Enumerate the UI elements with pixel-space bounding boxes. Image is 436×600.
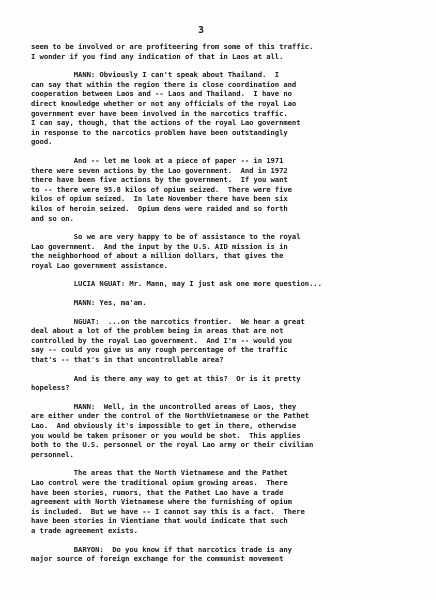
transcript-paragraph [31, 545, 423, 564]
text-line: BARYON: Do you know if that narcotics trade is any [31, 544, 292, 554]
text-line: is included. But we have -- I cannot say this is a fact. There [31, 506, 305, 516]
text-line: The areas that the North Vietnamese and the Pathet [31, 468, 288, 478]
text-line: both to the U.S. personnel or the royal Lao army or their civilian [31, 440, 314, 450]
text-line: to -- there were 95.8 kilos of opium seized. There were five [31, 184, 292, 194]
transcript-paragraph [31, 374, 423, 393]
text-line: cooperation between Laos and -- Laos and Thailand. I have no [31, 89, 292, 99]
transcript-paragraph [31, 317, 423, 365]
transcript-paragraph [31, 298, 423, 308]
text-line: MANN: Yes, ma'am. [31, 298, 147, 308]
transcript-paragraph [31, 468, 423, 535]
text-line: And -- let me look at a piece of paper -- in 1971 [31, 155, 284, 165]
text-line: there have been five actions by the government. If you want [31, 175, 288, 185]
transcript-paragraph [31, 70, 423, 147]
text-line: good. [31, 137, 53, 147]
text-line: the neighborhood of about a million dollars, that gives the [31, 251, 284, 261]
text-line: Lao government. And the input by the U.S. AID mission is in [31, 241, 288, 251]
transcript-body [31, 42, 423, 573]
text-line: NGUAT: ...on the narcotics frontier. We hear a great [31, 316, 305, 326]
text-line: LUCIA NGUAT: Mr. Mann, may I just ask one more question... [31, 279, 322, 289]
text-line: Lao control were the traditional opium growing areas. There [31, 477, 288, 487]
text-line: and so on. [31, 213, 74, 223]
text-line: say -- could you give us any rough percentage of the traffic [31, 345, 288, 355]
text-line: direct knowledge whether or not any officials of the royal Lao [31, 98, 297, 108]
text-line: MANN: Well, in the uncontrolled areas of Laos, they [31, 401, 297, 411]
transcript-paragraph [31, 279, 423, 289]
text-line: have been stories, rumors, that the Pathet Lao have a trade [31, 487, 284, 497]
text-line: that's -- that's in that uncontrollable area? [31, 355, 224, 365]
text-line: I wonder if you find any indication of that in Laos at all. [31, 51, 284, 61]
text-line: controlled by the royal Lao government. And I'm -- would you [31, 335, 292, 345]
text-line: kilos of heroin seized. Opium dens were raided and so forth [31, 203, 288, 213]
text-line: government ever have been involved in the narcotics traffic. [31, 108, 288, 118]
text-line: in response to the narcotics problem have been outstandingly [31, 127, 288, 137]
text-line: you would be taken prisoner or you would be shot. This applies [31, 430, 301, 440]
text-line: hopeless? [31, 383, 70, 393]
text-line: a trade agreement exists. [31, 525, 138, 535]
page-number: 3 [198, 25, 205, 36]
text-line: seem to be involved or are profiteering from some of this traffic. [31, 42, 314, 51]
text-line: royal Lao government assistance. [31, 260, 168, 270]
text-line: MANN: Obviously I can't speak about Thailand. I [31, 70, 280, 80]
text-line: personnel. [31, 449, 74, 459]
text-line: there were seven actions by the Lao government. And in 1972 [31, 165, 288, 175]
text-line: agreement with North Vietnamese where the furnishing of opium [31, 497, 292, 507]
text-line: So we are very happy to be of assistance to the royal [31, 232, 301, 242]
text-line: are either under the control of the NorthVietnamese or the Pathet [31, 411, 310, 421]
text-line: And is there any way to get at this? Or is it pretty [31, 373, 301, 383]
transcript-paragraph [31, 402, 423, 460]
text-line: have been stories in Vientiane that would indicate that such [31, 516, 288, 526]
text-line: major source of foreign exchange for the communist movement [31, 554, 284, 564]
text-line: kilos of opium seized. In late November there have been six [31, 194, 288, 204]
text-line: can say that within the region there is close coordination and [31, 79, 297, 89]
text-line: Lao. And obviously it's impossible to get in there, otherwise [31, 421, 297, 430]
text-line: I can say, though, that the actions of the royal Lao government [31, 118, 301, 128]
transcript-paragraph [31, 156, 423, 223]
transcript-paragraph [31, 232, 423, 270]
text-line: deal about a lot of the problem being in areas that are not [31, 326, 284, 336]
transcript-paragraph [31, 42, 423, 61]
